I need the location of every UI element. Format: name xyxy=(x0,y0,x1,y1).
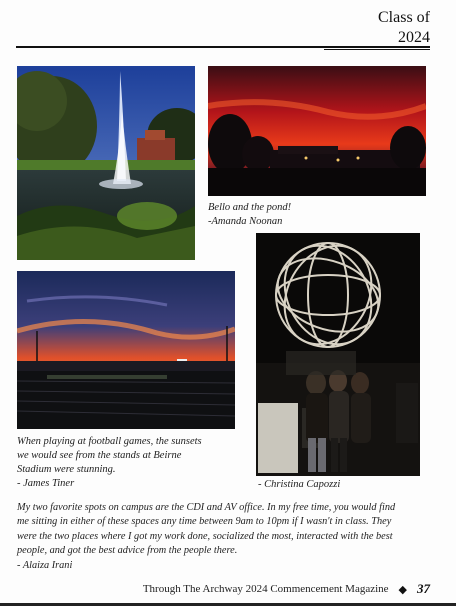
photo-red-sunset-campus xyxy=(208,66,426,196)
footer-publication-title: Through The Archway 2024 Commencement Magazine xyxy=(142,583,389,595)
caption-line: My two favorite spots on campus are the CDI and AV office. In my free time, you would find xyxy=(17,502,396,513)
caption-credit: - Christina Capozzi xyxy=(258,479,341,490)
photo-sphere-sculpture-night xyxy=(256,233,420,476)
caption-credit: - Alaiza Irani xyxy=(17,559,73,571)
caption-favorite-spots xyxy=(17,501,427,573)
header-rule-secondary xyxy=(324,49,430,50)
caption-line: When playing at football games, the sunsets xyxy=(17,436,202,447)
caption-line: me sitting in either of these spaces any time between 9am to 10pm if I wasn't in class. They xyxy=(17,516,392,528)
photo-fountain-pond xyxy=(17,66,195,260)
class-of-heading xyxy=(378,8,430,48)
caption-red-sunset xyxy=(208,201,426,229)
caption-line: Stadium were stunning. xyxy=(17,464,116,475)
caption-sphere-sculpture xyxy=(258,478,428,492)
photo-stadium-sunset xyxy=(17,271,235,429)
caption-line: we would see from the stands at Beirne xyxy=(17,450,182,461)
page-number: 37 xyxy=(417,581,430,596)
caption-credit: -Amanda Noonan xyxy=(208,216,283,227)
caption-line: Bello and the pond! xyxy=(208,202,292,213)
header-rule xyxy=(16,46,430,48)
caption-credit: - James Tiner xyxy=(17,478,75,489)
class-of-label: Class of xyxy=(378,9,430,26)
caption-line: people, and got the best advice from the people there. xyxy=(17,545,238,557)
caption-line: were the two places where I got my work done, socialized the most, interacted with the best xyxy=(17,530,393,542)
class-year-label: 2024 xyxy=(398,29,430,46)
page-footer xyxy=(0,580,430,598)
diamond-icon: ◆ xyxy=(398,583,407,596)
caption-stadium-sunset xyxy=(17,435,242,491)
